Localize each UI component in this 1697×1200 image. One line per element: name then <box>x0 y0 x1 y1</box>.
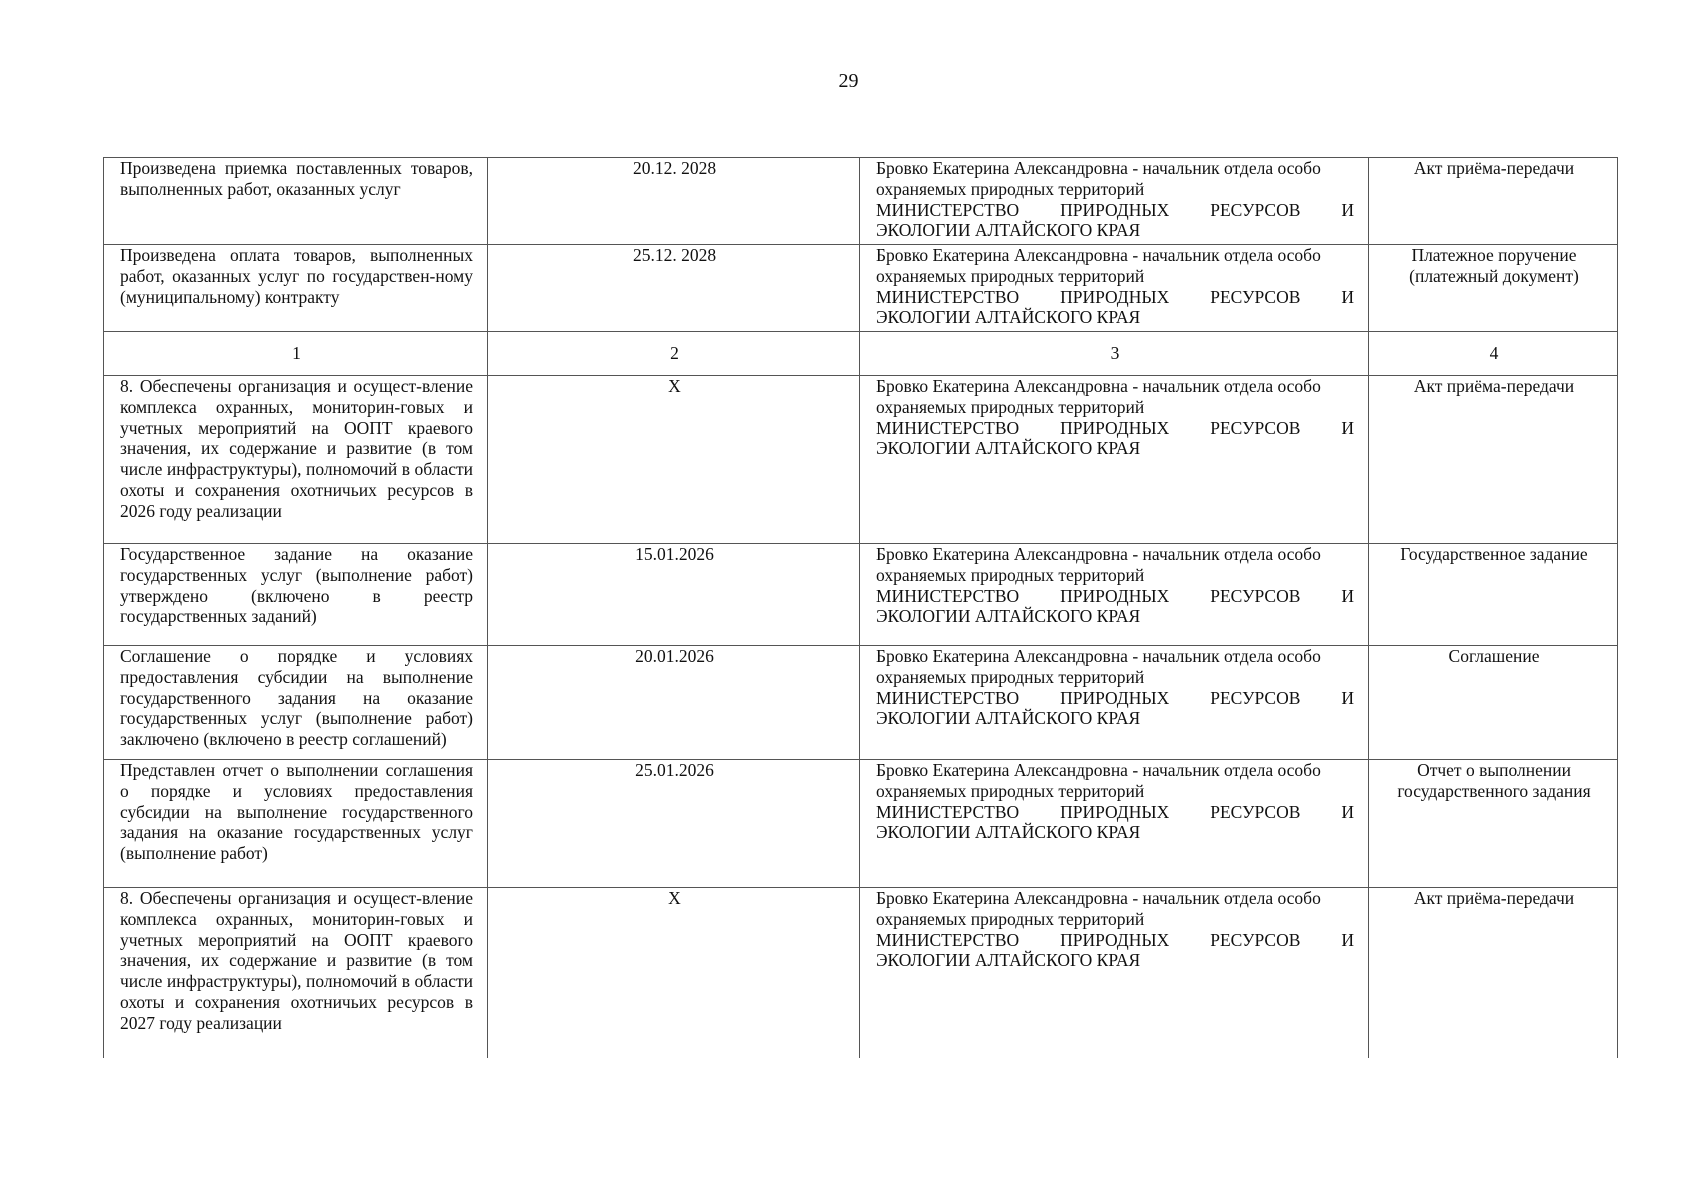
event-cell: 8. Обеспечены организация и осущест-вление комплекса охранных, мониторин-говых и учетных мероприятий на ООПТ краевого значения, их содержание и развитие (в том числе инфраструктуры), полномочий в области охоты и сохранения охотничьих ресурсов в 2027 году реализации <box>104 888 488 1058</box>
document-cell: Соглашение <box>1369 646 1618 760</box>
document-cell: Отчет о выполнении государственного задания <box>1369 760 1618 888</box>
responsible-person: Бровко Екатерина Александровна - начальник отдела особо охраняемых природных территорий <box>876 888 1321 929</box>
responsible-org-line1: МИНИСТЕРСТВО ПРИРОДНЫХ РЕСУРСОВ И <box>876 687 1354 708</box>
control-points-table <box>103 157 1618 1058</box>
responsible-org-line2: ЭКОЛОГИИ АЛТАЙСКОГО КРАЯ <box>876 950 1141 971</box>
responsible-org-line1: МИНИСТЕРСТВО ПРИРОДНЫХ РЕСУРСОВ И <box>876 199 1354 220</box>
event-cell: Произведена оплата товаров, выполненных работ, оказанных услуг по государствен-ному (муниципальному) контракту <box>104 245 488 332</box>
document-cell: Государственное задание <box>1369 544 1618 646</box>
responsible-org-line2: ЭКОЛОГИИ АЛТАЙСКОГО КРАЯ <box>876 606 1141 627</box>
responsible-cell <box>860 646 1369 760</box>
responsible-person: Бровко Екатерина Александровна - начальник отдела особо охраняемых природных территорий <box>876 544 1321 585</box>
date-cell: X <box>488 888 860 1058</box>
responsible-person: Бровко Екатерина Александровна - начальник отдела особо охраняемых природных территорий <box>876 376 1321 417</box>
responsible-org-line1: МИНИСТЕРСТВО ПРИРОДНЫХ РЕСУРСОВ И <box>876 417 1354 438</box>
responsible-person: Бровко Екатерина Александровна - начальник отдела особо охраняемых природных территорий <box>876 760 1321 801</box>
table-row <box>104 760 1618 888</box>
column-number: 4 <box>1369 332 1618 376</box>
table-row <box>104 245 1618 332</box>
responsible-org-line2: ЭКОЛОГИИ АЛТАЙСКОГО КРАЯ <box>876 438 1141 459</box>
responsible-cell <box>860 760 1369 888</box>
column-number: 3 <box>860 332 1369 376</box>
event-cell: 8. Обеспечены организация и осущест-вление комплекса охранных, мониторин-говых и учетных мероприятий на ООПТ краевого значения, их содержание и развитие (в том числе инфраструктуры), полномочий в области охоты и сохранения охотничьих ресурсов в 2026 году реализации <box>104 376 488 544</box>
event-cell: Представлен отчет о выполнении соглашения о порядке и условиях предоставления субсидии на выполнение государственного задания на оказание государственных услуг (выполнение работ) <box>104 760 488 888</box>
page-number: 29 <box>838 70 859 92</box>
column-numbers-row <box>104 332 1618 376</box>
event-cell: Соглашение о порядке и условиях предоставления субсидии на выполнение государственного задания на оказание государственных услуг (выполнение работ) заключено (включено в реестр соглашений) <box>104 646 488 760</box>
column-number: 2 <box>488 332 860 376</box>
responsible-org-line1: МИНИСТЕРСТВО ПРИРОДНЫХ РЕСУРСОВ И <box>876 929 1354 950</box>
responsible-person: Бровко Екатерина Александровна - начальник отдела особо охраняемых природных территорий <box>876 158 1321 199</box>
responsible-org-line2: ЭКОЛОГИИ АЛТАЙСКОГО КРАЯ <box>876 708 1141 729</box>
responsible-cell <box>860 158 1369 245</box>
date-cell: 25.12. 2028 <box>488 245 860 332</box>
responsible-org-line1: МИНИСТЕРСТВО ПРИРОДНЫХ РЕСУРСОВ И <box>876 801 1354 822</box>
table-row <box>104 376 1618 544</box>
date-cell: 15.01.2026 <box>488 544 860 646</box>
document-cell: Акт приёма-передачи <box>1369 376 1618 544</box>
responsible-org-line2: ЭКОЛОГИИ АЛТАЙСКОГО КРАЯ <box>876 822 1141 843</box>
responsible-org-line1: МИНИСТЕРСТВО ПРИРОДНЫХ РЕСУРСОВ И <box>876 286 1354 307</box>
table-row <box>104 646 1618 760</box>
document-cell: Акт приёма-передачи <box>1369 888 1618 1058</box>
responsible-org-line1: МИНИСТЕРСТВО ПРИРОДНЫХ РЕСУРСОВ И <box>876 585 1354 606</box>
responsible-person: Бровко Екатерина Александровна - начальник отдела особо охраняемых природных территорий <box>876 245 1321 286</box>
table-row <box>104 158 1618 245</box>
table-row <box>104 888 1618 1058</box>
date-cell: X <box>488 376 860 544</box>
responsible-cell <box>860 544 1369 646</box>
date-cell: 25.01.2026 <box>488 760 860 888</box>
document-cell: Акт приёма-передачи <box>1369 158 1618 245</box>
responsible-cell <box>860 888 1369 1058</box>
event-cell: Произведена приемка поставленных товаров, выполненных работ, оказанных услуг <box>104 158 488 245</box>
table-row <box>104 544 1618 646</box>
event-cell: Государственное задание на оказание государственных услуг (выполнение работ) утверждено (включено в реестр государственных заданий) <box>104 544 488 646</box>
date-cell: 20.01.2026 <box>488 646 860 760</box>
responsible-org-line2: ЭКОЛОГИИ АЛТАЙСКОГО КРАЯ <box>876 220 1141 241</box>
responsible-cell <box>860 245 1369 332</box>
document-cell: Платежное поручение (платежный документ) <box>1369 245 1618 332</box>
responsible-person: Бровко Екатерина Александровна - начальник отдела особо охраняемых природных территорий <box>876 646 1321 687</box>
column-number: 1 <box>104 332 488 376</box>
date-cell: 20.12. 2028 <box>488 158 860 245</box>
responsible-cell <box>860 376 1369 544</box>
responsible-org-line2: ЭКОЛОГИИ АЛТАЙСКОГО КРАЯ <box>876 307 1141 328</box>
